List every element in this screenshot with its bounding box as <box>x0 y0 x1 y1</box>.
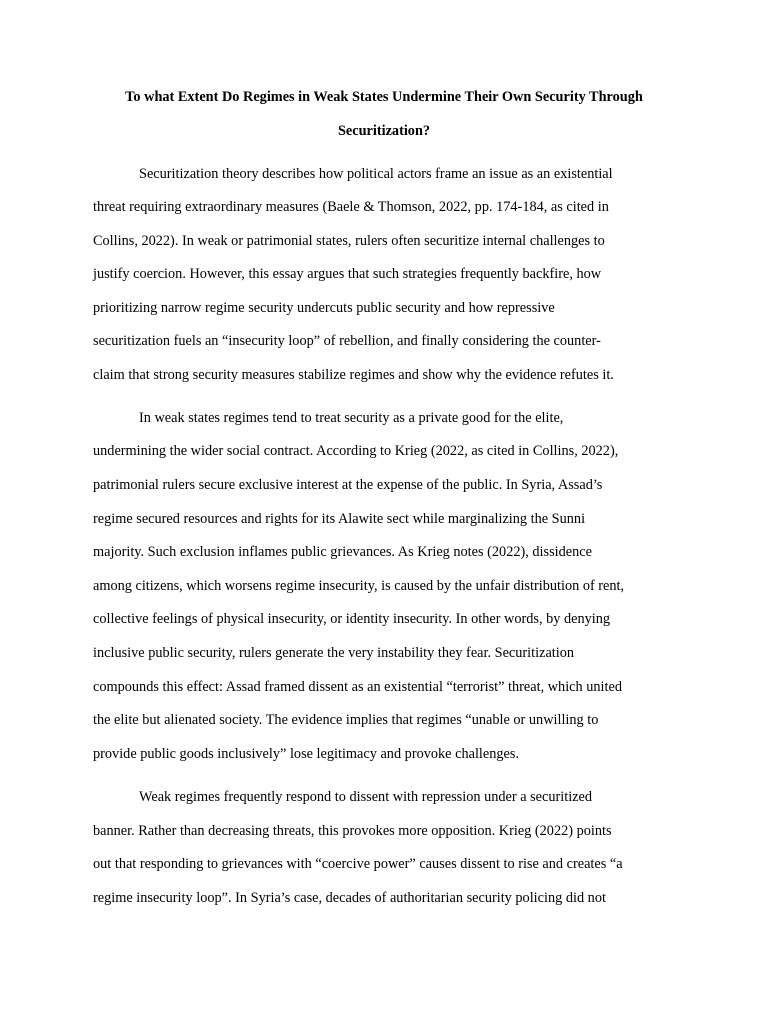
paragraph-line: undermining the wider social contract. According to Krieg (2022, as cited in Collins, 2022), <box>93 443 619 459</box>
paragraph-line: securitization fuels an “insecurity loop” of rebellion, and finally considering the counter- <box>93 333 601 349</box>
paragraph-line: Weak regimes frequently respond to dissent with repression under a securitized <box>139 789 593 805</box>
paragraph-line: the elite but alienated society. The evidence implies that regimes “unable or unwilling to <box>93 712 599 728</box>
paragraph-line: prioritizing narrow regime security undercuts public security and how repressive <box>93 300 555 316</box>
paragraph-line: out that responding to grievances with “coercive power” causes dissent to rise and creates “a <box>93 856 623 872</box>
title-line-1: To what Extent Do Regimes in Weak States Undermine Their Own Security Through <box>125 89 643 105</box>
paragraph-line: compounds this effect: Assad framed dissent as an existential “terrorist” threat, which united <box>93 679 622 695</box>
paragraph-line: regime insecurity loop”. In Syria’s case, decades of authoritarian security policing did not <box>93 890 606 906</box>
title-line-2: Securitization? <box>337 123 431 139</box>
paragraph-line: provide public goods inclusively” lose legitimacy and provoke challenges. <box>93 746 520 762</box>
paragraph-line: among citizens, which worsens regime insecurity, is caused by the unfair distribution of rent, <box>93 578 625 594</box>
paragraph-line: justify coercion. However, this essay argues that such strategies frequently backfire, how <box>93 266 602 282</box>
paragraph-line: patrimonial rulers secure exclusive interest at the expense of the public. In Syria, Assad’s <box>93 477 603 493</box>
paragraph-line: inclusive public security, rulers generate the very instability they fear. Securitization <box>93 645 575 661</box>
paragraph-line: banner. Rather than decreasing threats, this provokes more opposition. Krieg (2022) points <box>93 823 612 839</box>
paragraph-line: majority. Such exclusion inflames public grievances. As Krieg notes (2022), dissidence <box>93 544 592 560</box>
paragraph-line: Securitization theory describes how political actors frame an issue as an existential <box>139 166 613 182</box>
paragraph-line: regime secured resources and rights for its Alawite sect while marginalizing the Sunni <box>93 511 586 527</box>
paragraph-line: threat requiring extraordinary measures (Baele & Thomson, 2022, pp. 174-184, as cited in <box>93 199 609 215</box>
paragraph-line: collective feelings of physical insecurity, or identity insecurity. In other words, by denying <box>93 611 611 627</box>
paragraph-line: Collins, 2022). In weak or patrimonial states, rulers often securitize internal challenges to <box>93 233 605 249</box>
paragraph-line: In weak states regimes tend to treat security as a private good for the elite, <box>139 410 564 426</box>
paragraph-line: claim that strong security measures stabilize regimes and show why the evidence refutes it. <box>93 367 614 383</box>
